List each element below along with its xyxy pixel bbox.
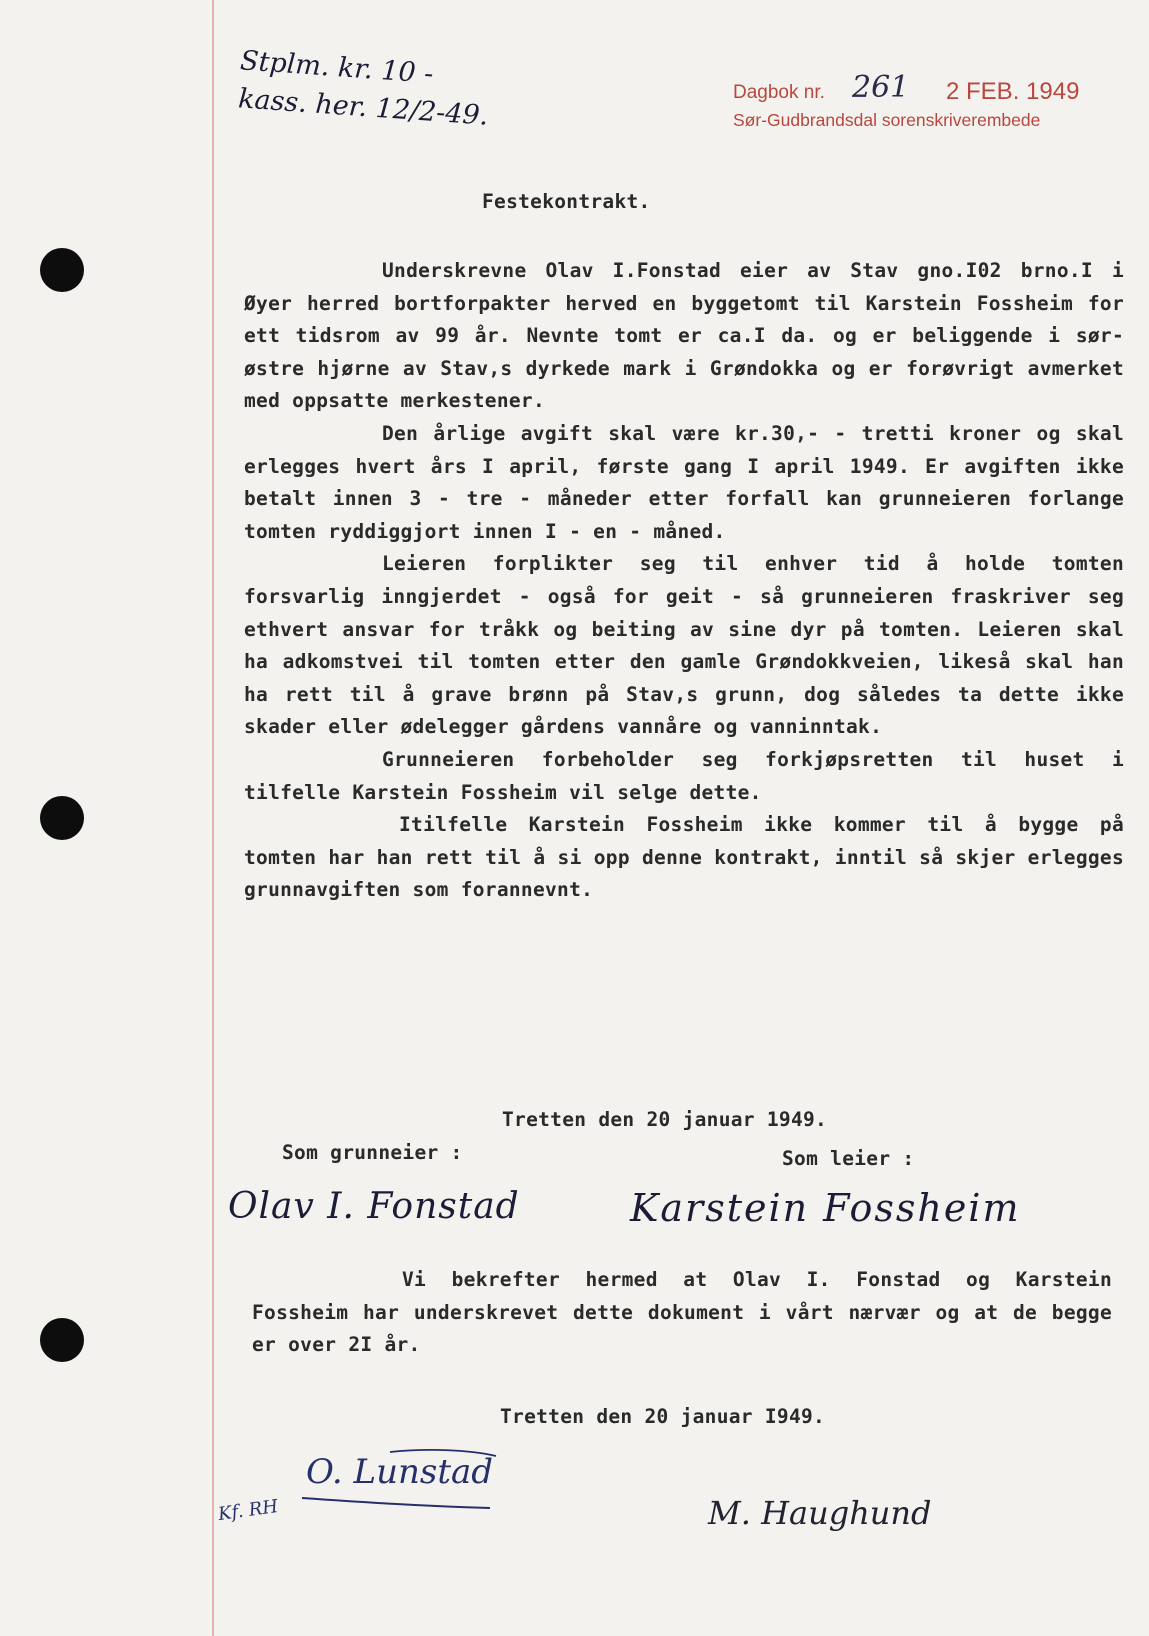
contract-body (244, 255, 1124, 907)
punch-hole-middle (40, 796, 84, 840)
document-title: Festekontrakt. (482, 190, 651, 213)
margin-note-line1: Stplm. kr. 10 - (239, 45, 435, 90)
stamp-label: Dagbok nr. (733, 82, 825, 103)
punch-hole-bottom (40, 1318, 84, 1362)
paragraph-2: Den årlige avgift skal være kr.30,- - tretti kroner og skal erlegges hvert års I april, første gang I april 1949. Er avgiften ikke betalt innen 3 - tre - måneder etter forfall kan grunneieren forlange tomten ryddiggjort innen I - en - måned. (244, 421, 1124, 543)
tenant-label: Som leier : (782, 1147, 915, 1170)
paragraph-1: Underskrevne Olav I.Fonstad eier av Stav gno.I02 brno.I i Øyer herred bortforpakter herved en byggetomt til Karstein Fossheim for ett tidsrom av 99 år. Nevnte tomt er ca.I da. og er beliggende i sør-østre hjørne av Stav,s dyrkede mark i Grøndokka og er forøvrigt avmerket med oppsatte merkestener. (244, 259, 1124, 413)
place-date-1: Tretten den 20 januar 1949. (502, 1108, 828, 1131)
paragraph-5: Itilfelle Karstein Fossheim ikke kommer til å bygge på tomten har han rett til å si opp denne kontrakt, inntil så skjer erlegges grunnavgiften som forannevnt. (244, 813, 1124, 902)
witness-signature-2: M. Haughund (708, 1494, 932, 1532)
witness-signature-1: O. Lunstad (306, 1452, 494, 1492)
paragraph-3: Leieren forplikter seg til enhver tid å holde tomten forsvarlig inngjerdet - også for geit - så grunneieren fraskriver seg ethvert ansvar for tråkk og beiting av sine dyr på tomten. Leieren skal ha adkomstvei til tomten etter den gamle Grøndokkveien, likeså skal han ha rett til å grave brønn på Stav,s grunn, dog således ta dette ikke skader eller ødelegger gårdens vannåre og vanninntak. (244, 552, 1124, 739)
owner-signature: Olav I. Fonstad (228, 1186, 520, 1227)
witness-statement: Vi bekrefter hermed at Olav I. Fonstad og Karstein Fossheim har underskrevet dette dokument i vårt nærvær og at de begge er over 2I år. (252, 1268, 1112, 1357)
margin-rule (212, 0, 214, 1636)
stamp-office: Sør-Gudbrandsdal sorenskriverembede (733, 110, 1041, 130)
witness-block (252, 1264, 1112, 1362)
punch-hole-top (40, 248, 84, 292)
paragraph-4: Grunneieren forbeholder seg forkjøpsretten til huset i tilfelle Karstein Fossheim vil selge dette. (244, 747, 1124, 804)
margin-initials: Kf. RH (216, 1495, 280, 1526)
margin-note-line2: kass. her. 12/2-49. (237, 83, 490, 132)
tenant-signature: Karstein Fossheim (630, 1186, 1021, 1230)
stamp-date: 2 FEB. 1949 (946, 78, 1080, 105)
place-date-2: Tretten den 20 januar I949. (500, 1405, 826, 1428)
owner-label: Som grunneier : (282, 1141, 463, 1164)
stamp-number: 261 (852, 70, 910, 105)
witness-signature-1-flourish (300, 1446, 500, 1516)
